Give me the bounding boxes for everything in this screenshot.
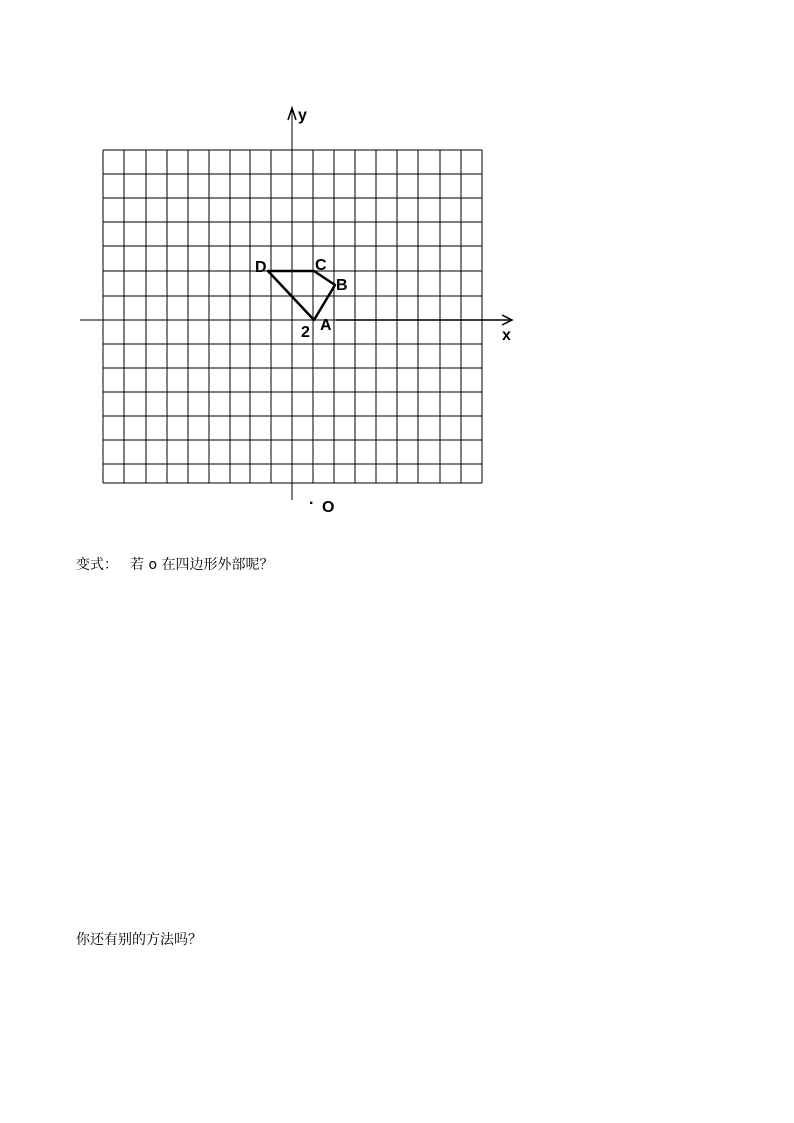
variation-line xyxy=(76,556,273,574)
coordinate-figure xyxy=(0,0,794,560)
label-2: 2 xyxy=(301,324,310,341)
origin-mark: · xyxy=(309,495,315,512)
other-method-line: 你还有别的方法吗？ xyxy=(76,932,202,948)
origin-label: O xyxy=(322,499,335,516)
x-axis-label: x xyxy=(502,327,511,344)
vertex-label-a: A xyxy=(320,317,332,334)
vertex-label-b: B xyxy=(336,277,348,294)
y-axis-label: y xyxy=(298,107,307,124)
variation-prefix: 变式： xyxy=(76,557,118,573)
vertex-label-c: C xyxy=(315,257,327,274)
variation-question: 若 o 在四边形外部呢？ xyxy=(130,557,274,573)
vertex-label-d: D xyxy=(255,259,267,276)
